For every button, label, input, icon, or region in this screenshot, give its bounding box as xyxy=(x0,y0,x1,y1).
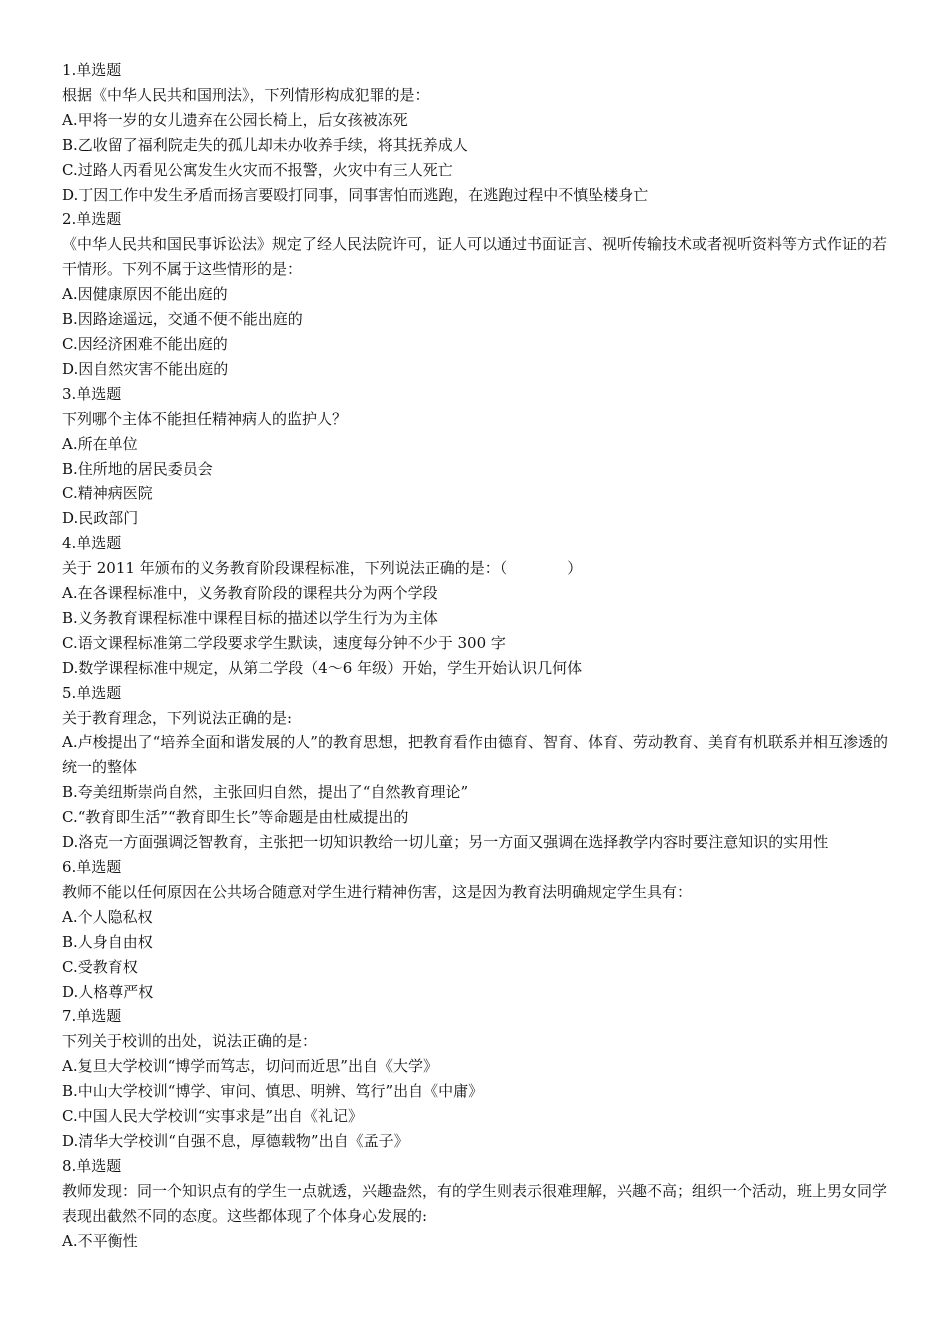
option-d: D.因自然灾害不能出庭的 xyxy=(62,359,229,378)
question-header: 7.单选题 xyxy=(62,1007,122,1026)
question-stem: 根据《中华人民共和国刑法》，下列情形构成犯罪的是： xyxy=(62,85,430,104)
question-3 xyxy=(62,382,888,531)
option-a: A.复旦大学校训“博学而笃志，切问而近思”出自《大学》 xyxy=(62,1057,438,1076)
option-a: A.个人隐私权 xyxy=(62,907,153,926)
option-b: B.人身自由权 xyxy=(62,932,153,951)
option-c: C.中国人民大学校训“实事求是”出自《礼记》 xyxy=(62,1107,364,1126)
option-c: C.语文课程标准第二学段要求学生默读，速度每分钟不少于 300 字 xyxy=(62,633,506,652)
option-b: B.中山大学校训“博学、审问、慎思、明辨、笃行”出自《中庸》 xyxy=(62,1082,484,1101)
option-b: B.乙收留了福利院走失的孤儿却未办收养手续，将其抚养成人 xyxy=(62,135,468,154)
option-d: D.数学课程标准中规定，从第二学段（4～6 年级）开始，学生开始认识几何体 xyxy=(62,658,583,677)
question-stem: 下列关于校训的出处，说法正确的是： xyxy=(62,1032,318,1051)
question-stem: 关于 2011 年颁布的义务教育阶段课程标准，下列说法正确的是：（ ） xyxy=(62,559,583,578)
option-b: B.因路途遥远，交通不便不能出庭的 xyxy=(62,310,303,329)
option-c: C.受教育权 xyxy=(62,957,138,976)
question-stem: 教师发现：同一个知识点有的学生一点就透，兴趣盎然，有的学生则表示很难理解，兴趣不高；组织一个活动，班上男女同学表现出截然不同的态度。这些都体现了个体身心发展的: xyxy=(62,1181,888,1225)
option-c: C.“教育即生活”“教育即生长”等命题是由杜威提出的 xyxy=(62,808,409,827)
option-a: A.卢梭提出了“培养全面和谐发展的人”的教育思想，把教育看作由德育、智育、体育、劳动教育、美育有机联系并相互渗透的统一的整体 xyxy=(62,733,888,777)
option-a: A.在各课程标准中，义务教育阶段的课程共分为两个学段 xyxy=(62,584,438,603)
option-a: A.甲将一岁的女儿遗弃在公园长椅上，后女孩被冻死 xyxy=(62,110,408,129)
question-4 xyxy=(62,531,888,680)
option-b: B.住所地的居民委员会 xyxy=(62,459,213,478)
option-b: B.夸美纽斯崇尚自然，主张回归自然，提出了“自然教育理论” xyxy=(62,783,469,802)
question-2 xyxy=(62,207,888,381)
option-b: B.义务教育课程标准中课程目标的描述以学生行为为主体 xyxy=(62,608,438,627)
option-d: D.清华大学校训“自强不息，厚德载物”出自《孟子》 xyxy=(62,1131,409,1150)
option-d: D.洛克一方面强调泛智教育，主张把一切知识教给一切儿童；另一方面又强调在选择教学内容时要注意知识的实用性 xyxy=(62,833,829,852)
question-stem: 下列哪个主体不能担任精神病人的监护人？ xyxy=(62,409,348,428)
option-a: A.不平衡性 xyxy=(62,1231,138,1250)
question-5 xyxy=(62,681,888,855)
question-stem: 关于教育理念，下列说法正确的是: xyxy=(62,708,293,727)
question-8 xyxy=(62,1154,888,1254)
option-c: C.因经济困难不能出庭的 xyxy=(62,334,228,353)
option-d: D.民政部门 xyxy=(62,509,139,528)
question-header: 5.单选题 xyxy=(62,683,122,702)
option-a: A.因健康原因不能出庭的 xyxy=(62,285,228,304)
question-header: 6.单选题 xyxy=(62,858,122,876)
option-d: D.人格尊严权 xyxy=(62,982,154,1001)
option-c: C.精神病医院 xyxy=(62,484,153,503)
question-header: 1.单选题 xyxy=(62,61,122,79)
question-stem: 《中华人民共和国民事诉讼法》规定了经人民法院许可，证人可以通过书面证言、视听传输技术或者视听资料等方式作证的若干情形。下列不属于这些情形的是： xyxy=(62,235,888,279)
question-header: 4.单选题 xyxy=(62,534,122,553)
question-1 xyxy=(62,58,888,207)
question-header: 3.单选题 xyxy=(62,384,122,403)
question-stem: 教师不能以任何原因在公共场合随意对学生进行精神伤害，这是因为教育法明确规定学生具有： xyxy=(62,882,693,901)
question-7 xyxy=(62,1004,888,1153)
option-a: A.所在单位 xyxy=(62,434,138,453)
question-header: 2.单选题 xyxy=(62,210,122,229)
question-6 xyxy=(62,855,888,1004)
option-c: C.过路人丙看见公寓发生火灾而不报警，火灾中有三人死亡 xyxy=(62,160,453,179)
question-header: 8.单选题 xyxy=(62,1156,122,1175)
option-d: D.丁因工作中发生矛盾而扬言要殴打同事，同事害怕而逃跑，在逃跑过程中不慎坠楼身亡 xyxy=(62,185,649,204)
